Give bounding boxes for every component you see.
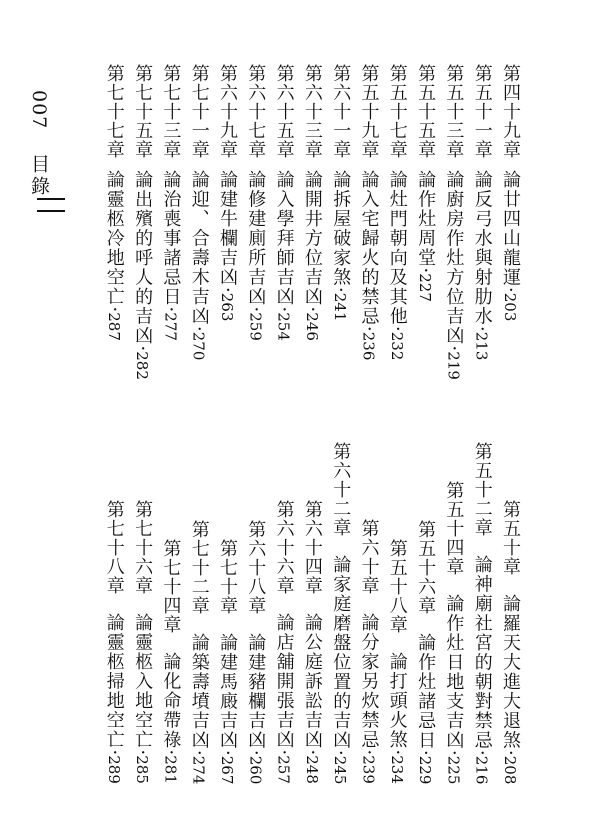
chapter-label: 第六十五章 [273, 64, 295, 159]
chapter-label: 第七十二章 [188, 519, 210, 615]
toc-entry [498, 64, 522, 321]
leader-dot: · [132, 749, 154, 756]
chapter-label: 第五十四章 [443, 480, 465, 576]
toc-entry [243, 64, 267, 341]
leader-dot: · [443, 345, 465, 352]
chapter-label: 第五十一章 [471, 64, 493, 159]
chapter-title: 論入宅歸火的禁忌 [358, 170, 380, 326]
page-ref: 225 [444, 755, 463, 784]
toc-entry [385, 539, 409, 784]
leader-dot: · [471, 749, 493, 756]
chapter-title: 論作灶周堂 [415, 170, 437, 268]
chapter-label: 第六十三章 [301, 64, 323, 159]
toc-entry [413, 64, 437, 302]
chapter-label: 第六十六章 [273, 500, 295, 596]
chapter-label: 第五十七章 [386, 64, 408, 159]
toc-entry [215, 64, 239, 321]
toc-entry [470, 442, 494, 784]
chapter-title: 論神廟社宮的朝對禁忌 [471, 554, 493, 750]
page-ref: 203 [501, 292, 519, 322]
toc-entry [470, 64, 494, 360]
leader-dot: · [273, 306, 295, 313]
page-ref: 274 [189, 755, 208, 784]
page-ref: 227 [416, 273, 435, 302]
chapter-label: 第五十八章 [386, 539, 408, 635]
page-ref: 254 [274, 312, 293, 341]
page-ref: 282 [133, 351, 152, 380]
leader-dot: · [273, 749, 295, 756]
chapter-title: 論靈柩冷地空亡 [103, 170, 125, 307]
chapter-label: 第七十四章 [160, 539, 182, 635]
leader-dot: · [330, 749, 352, 756]
chapter-title: 論靈柩掃地空亡 [103, 613, 125, 750]
chapter-label: 第六十七章 [245, 64, 267, 159]
chapter-title: 論灶門朝向及其他 [386, 170, 408, 326]
page-ref: 208 [501, 755, 519, 784]
chapter-title: 論家庭磨盤位置的吉凶 [330, 554, 352, 750]
leader-dot: · [301, 306, 323, 313]
chapter-label: 第六十九章 [217, 64, 238, 159]
chapter-label: 第五十二章 [471, 441, 493, 537]
leader-dot: · [245, 749, 267, 756]
page-ref: 232 [387, 331, 406, 361]
chapter-label: 第六十二章 [330, 441, 352, 537]
page-ref: 213 [472, 331, 491, 361]
page-ref: 281 [161, 755, 180, 784]
leader-dot: · [443, 749, 465, 756]
toc-entry [187, 64, 211, 360]
leader-dot: · [386, 326, 408, 332]
chapter-label: 第七十六章 [132, 500, 154, 596]
leader-dot: · [386, 749, 408, 756]
chapter-title: 論出殯的呼人的吉凶 [132, 170, 154, 346]
toc-entry [215, 539, 239, 784]
chapter-label: 第六十章 [358, 519, 380, 596]
chapter-title: 論羅天大進大退煞 [500, 593, 521, 750]
chapter-label: 第五十六章 [415, 519, 437, 615]
toc-entry [357, 64, 381, 360]
leader-dot: · [160, 749, 182, 756]
page-ref: 246 [302, 312, 321, 341]
page-ref: 241 [331, 292, 350, 322]
chapter-title: 論作灶諸忌日 [415, 632, 437, 750]
chapter-title: 論打頭火煞 [386, 652, 408, 750]
page-number: 007 [28, 90, 50, 130]
toc-entry [243, 520, 267, 784]
toc-entry [272, 64, 296, 341]
chapter-title: 論作灶日地支吉凶 [443, 593, 465, 750]
chapter-title: 論建馬廄吉凶 [217, 632, 238, 750]
toc-entry [357, 519, 381, 784]
leader-dot: · [188, 326, 210, 332]
page-ref: 236 [359, 331, 378, 361]
page-ref: 234 [387, 755, 406, 784]
chapter-title: 論拆屋破家煞 [330, 170, 352, 287]
chapter-title: 論靈柩入地空亡 [132, 613, 154, 750]
toc-entry [498, 500, 522, 784]
chapter-label: 第七十三章 [160, 64, 182, 159]
leader-dot: · [160, 306, 182, 313]
section-rule [37, 198, 65, 212]
toc-entry [413, 520, 437, 784]
leader-dot: · [471, 326, 493, 332]
toc-entry [102, 64, 126, 341]
chapter-label: 第四十九章 [500, 64, 521, 159]
chapter-title: 論修建廁所吉凶 [245, 170, 267, 307]
leader-dot: · [188, 749, 210, 756]
chapter-title: 論廿四山龍運 [500, 170, 521, 287]
page-ref: 263 [218, 292, 236, 322]
chapter-label: 第七十五章 [132, 64, 154, 159]
page-ref: 257 [274, 755, 293, 784]
page-ref: 248 [302, 755, 321, 784]
page-ref: 245 [331, 755, 350, 784]
leader-dot: · [245, 306, 267, 313]
leader-dot: · [103, 749, 125, 756]
chapter-label: 第六十一章 [330, 64, 352, 159]
page-ref: 277 [161, 312, 180, 341]
toc-entry [300, 500, 324, 784]
chapter-title: 論建牛欄吉凶 [217, 170, 238, 287]
toc-entry [158, 64, 182, 341]
page-ref: 260 [246, 755, 265, 784]
leader-dot: · [358, 326, 380, 332]
page-ref: 285 [133, 755, 152, 784]
chapter-title: 論入學拜師吉凶 [273, 170, 295, 307]
toc-entry [272, 500, 296, 784]
toc-entry [130, 500, 154, 784]
chapter-title: 論公庭訴訟吉凶 [301, 613, 323, 750]
chapter-label: 第七十一章 [188, 64, 210, 159]
toc-entry [102, 500, 126, 784]
toc-entry [441, 64, 465, 380]
leader-dot: · [500, 749, 521, 756]
page-ref: 216 [472, 755, 491, 784]
chapter-title: 論開井方位吉凶 [301, 170, 323, 307]
chapter-title: 論建豬欄吉凶 [245, 632, 267, 750]
page-ref: 259 [246, 312, 265, 341]
leader-dot: · [415, 267, 437, 274]
chapter-title: 論反弓水與射肋水 [471, 170, 493, 326]
toc-entry [300, 64, 324, 341]
chapter-label: 第七十章 [217, 538, 238, 615]
chapter-label: 第五十三章 [443, 64, 465, 159]
page-ref: 219 [444, 351, 463, 380]
page-ref: 239 [359, 755, 378, 784]
toc-entry [385, 64, 409, 360]
page-ref: 270 [189, 331, 208, 361]
chapter-title: 論築壽墳吉凶 [188, 632, 210, 750]
chapter-title: 論迎、合壽木吉凶 [188, 170, 210, 326]
chapter-title: 論治喪事諸忌日 [160, 170, 182, 307]
toc-entry [328, 64, 352, 321]
leader-dot: · [217, 287, 238, 293]
chapter-title: 論店舖開張吉凶 [273, 613, 295, 750]
toc-entry [328, 442, 352, 784]
leader-dot: · [500, 287, 521, 293]
leader-dot: · [103, 306, 125, 313]
chapter-title: 論分家另炊禁忌 [358, 613, 380, 750]
page-ref: 229 [416, 755, 435, 784]
toc-entry [187, 520, 211, 784]
leader-dot: · [415, 749, 437, 756]
section-title: 目錄 [28, 154, 50, 198]
toc-entry [158, 539, 182, 784]
leader-dot: · [217, 749, 238, 756]
page-ref: 287 [104, 312, 123, 341]
page-ref: 267 [218, 755, 236, 784]
leader-dot: · [330, 287, 352, 293]
chapter-label: 第六十四章 [301, 500, 323, 596]
leader-dot: · [358, 749, 380, 756]
chapter-label: 第七十八章 [103, 500, 125, 596]
chapter-label: 第五十章 [500, 499, 521, 576]
chapter-label: 第五十五章 [415, 64, 437, 159]
chapter-label: 第六十八章 [245, 519, 267, 615]
chapter-label: 第七十七章 [103, 64, 125, 159]
chapter-title: 論化命帶祿 [160, 652, 182, 750]
page-ref: 289 [104, 755, 123, 784]
chapter-title: 論廚房作灶方位吉凶 [443, 170, 465, 346]
leader-dot: · [132, 345, 154, 352]
toc-entry [441, 481, 465, 784]
leader-dot: · [301, 749, 323, 756]
chapter-label: 第五十九章 [358, 64, 380, 159]
toc-entry [130, 64, 154, 380]
